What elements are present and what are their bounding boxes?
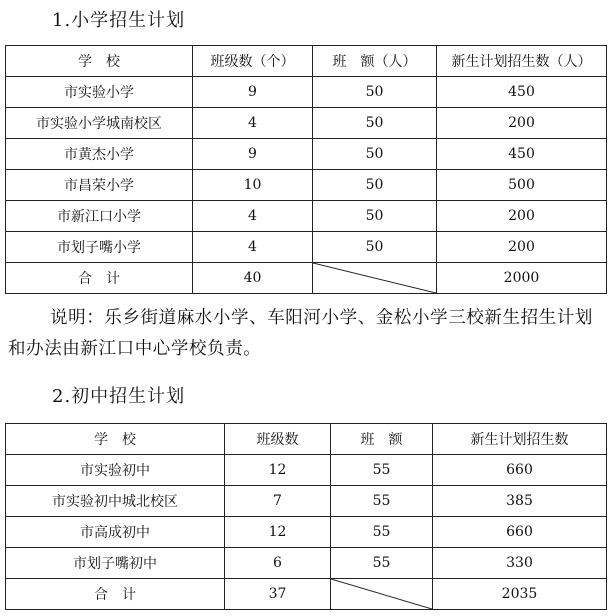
class-size: 55: [331, 455, 433, 486]
school-name: 市划子嘴小学: [6, 232, 193, 263]
class-count: 9: [193, 139, 313, 170]
primary-school-enrollment-table: [5, 45, 607, 294]
class-count: 7: [225, 486, 331, 517]
note-paragraph: 说明：乐乡街道麻水小学、车阳河小学、金松小学三校新生招生计划和办法由新江口中心学校负责。: [8, 308, 593, 359]
header-school: 学 校: [6, 46, 193, 77]
enrollment: 500: [437, 170, 607, 201]
header-class-size: 班 额: [331, 424, 433, 455]
class-size: 55: [331, 548, 433, 579]
school-name: 市实验初中: [6, 455, 225, 486]
class-count: 10: [193, 170, 313, 201]
header-classes: 班级数（个）: [193, 46, 313, 77]
table-row: [6, 548, 607, 579]
total-classes: 37: [225, 579, 331, 610]
enrollment: 450: [437, 139, 607, 170]
school-name: 市昌荣小学: [6, 170, 193, 201]
table-row: [6, 232, 607, 263]
class-count: 6: [225, 548, 331, 579]
enrollment: 660: [433, 517, 607, 548]
section2-heading: 2.初中招生计划: [52, 386, 186, 407]
enrollment: 660: [433, 455, 607, 486]
enrollment: 200: [437, 201, 607, 232]
class-size: 50: [313, 77, 437, 108]
table-row: [6, 486, 607, 517]
total-row: [6, 263, 607, 294]
diagonal-line: [313, 263, 436, 293]
class-size: 50: [313, 108, 437, 139]
table-row: [6, 77, 607, 108]
enrollment: 385: [433, 486, 607, 517]
enrollment: 200: [437, 232, 607, 263]
table-header-row: [6, 46, 607, 77]
school-name: 市高成初中: [6, 517, 225, 548]
empty-diagonal-cell: [331, 579, 433, 610]
section1-heading: 1.小学招生计划: [52, 10, 186, 31]
total-enrollment: 2035: [433, 579, 607, 610]
class-count: 4: [193, 201, 313, 232]
table-header-row: [6, 424, 607, 455]
class-size: 50: [313, 232, 437, 263]
table-row: [6, 108, 607, 139]
header-class-size: 班 额（人）: [313, 46, 437, 77]
empty-diagonal-cell: [313, 263, 437, 294]
school-name: 市实验小学: [6, 77, 193, 108]
class-size: 50: [313, 139, 437, 170]
class-count: 12: [225, 455, 331, 486]
header-enrollment: 新生计划招生数（人）: [437, 46, 607, 77]
class-size: 50: [313, 170, 437, 201]
class-count: 4: [193, 232, 313, 263]
diagonal-line: [331, 579, 432, 609]
class-size: 55: [331, 517, 433, 548]
table-row: [6, 170, 607, 201]
total-enrollment: 2000: [437, 263, 607, 294]
total-classes: 40: [193, 263, 313, 294]
table-row: [6, 139, 607, 170]
middle-school-enrollment-table: [5, 423, 607, 610]
header-school: 学 校: [6, 424, 225, 455]
class-count: 12: [225, 517, 331, 548]
total-row: [6, 579, 607, 610]
school-name: 市划子嘴初中: [6, 548, 225, 579]
class-size: 55: [331, 486, 433, 517]
total-label: 合 计: [6, 263, 193, 294]
school-name: 市实验初中城北校区: [6, 486, 225, 517]
total-label: 合 计: [6, 579, 225, 610]
table-row: [6, 517, 607, 548]
school-name: 市新江口小学: [6, 201, 193, 232]
class-size: 50: [313, 201, 437, 232]
school-name: 市实验小学城南校区: [6, 108, 193, 139]
school-name: 市黄杰小学: [6, 139, 193, 170]
enrollment: 200: [437, 108, 607, 139]
table-row: [6, 201, 607, 232]
class-count: 4: [193, 108, 313, 139]
enrollment: 450: [437, 77, 607, 108]
enrollment: 330: [433, 548, 607, 579]
table-row: [6, 455, 607, 486]
header-enrollment: 新生计划招生数: [433, 424, 607, 455]
class-count: 9: [193, 77, 313, 108]
header-classes: 班级数: [225, 424, 331, 455]
